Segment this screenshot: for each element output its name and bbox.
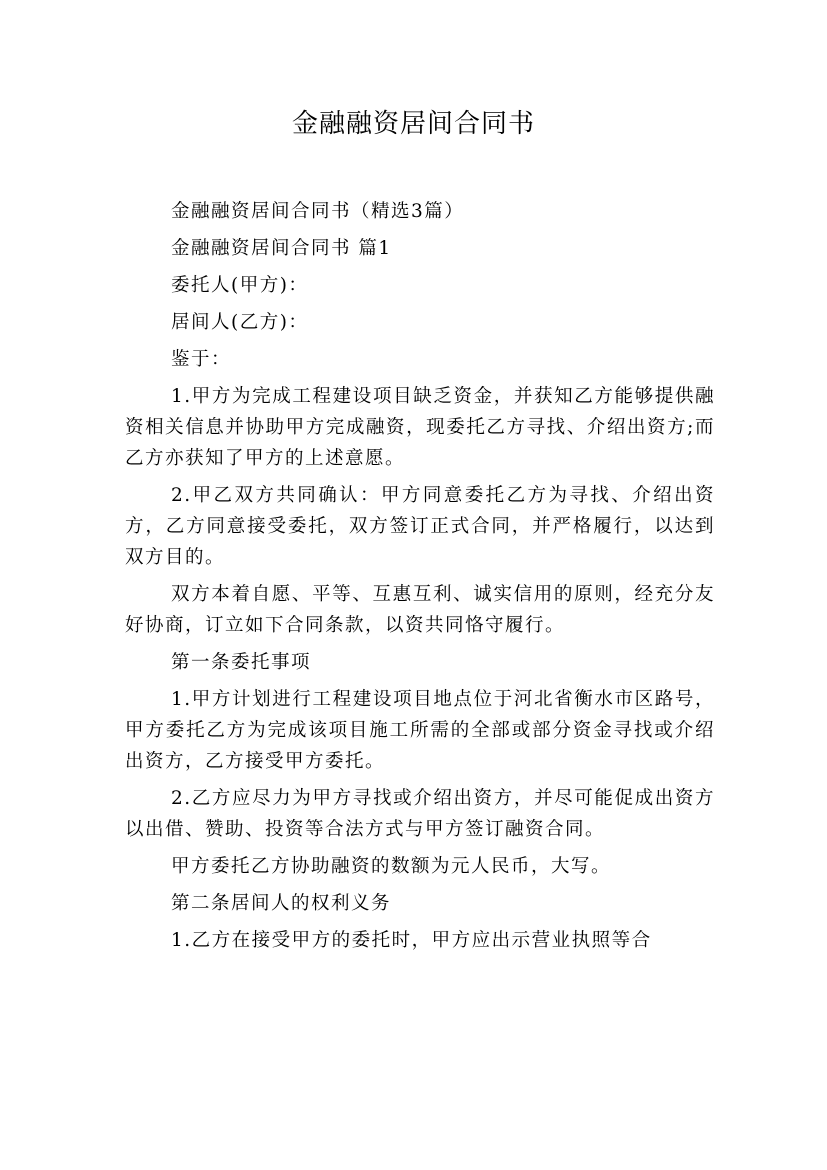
paragraph-article-2-item-1: 1.乙方在接受甲方的委托时，甲方应出示营业执照等合 xyxy=(171,930,652,951)
paragraph-party-b: 居间人(乙方)： xyxy=(171,312,309,333)
paragraph-party-a: 委托人(甲方)： xyxy=(171,275,309,296)
paragraph-article-1-item-2: 2.乙方应尽力为甲方寻找或介绍出资方，并尽可能促成出资方以出借、赞助、投资等合法方式与甲方签订融资合同。 xyxy=(125,788,715,840)
document-title: 金融融资居间合同书 xyxy=(291,109,535,139)
paragraph-chapter-heading: 金融融资居间合同书 篇1 xyxy=(171,238,392,259)
paragraph-article-1-item-1: 1.甲方计划进行工程建设项目地点位于河北省衡水市区路号，甲方委托乙方为完成该项目施工所需的全部或部分资金寻找或介绍出资方，乙方接受甲方委托。 xyxy=(125,689,715,772)
paragraph-principles: 双方本着自愿、平等、互惠互利、诚实信用的原则，经充分友好协商，订立如下合同条款，以资共同恪守履行。 xyxy=(125,584,715,636)
paragraph-article-2-heading: 第二条居间人的权利义务 xyxy=(171,893,392,914)
paragraph-collection-heading: 金融融资居间合同书（精选3篇） xyxy=(171,201,465,222)
paragraph-whereas: 鉴于： xyxy=(171,349,232,370)
paragraph-financing-amount: 甲方委托乙方协助融资的数额为元人民币，大写。 xyxy=(171,856,612,877)
paragraph-recital-2: 2.甲乙双方共同确认：甲方同意委托乙方为寻找、介绍出资方，乙方同意接受委托，双方签订正式合同，并严格履行，以达到双方目的。 xyxy=(125,485,715,568)
paragraph-article-1-heading: 第一条委托事项 xyxy=(171,652,312,673)
paragraph-recital-1: 1.甲方为完成工程建设项目缺乏资金，并获知乙方能够提供融资相关信息并协助甲方完成融资，现委托乙方寻找、介绍出资方;而乙方亦获知了甲方的上述意愿。 xyxy=(125,386,715,469)
document-body xyxy=(125,196,715,956)
